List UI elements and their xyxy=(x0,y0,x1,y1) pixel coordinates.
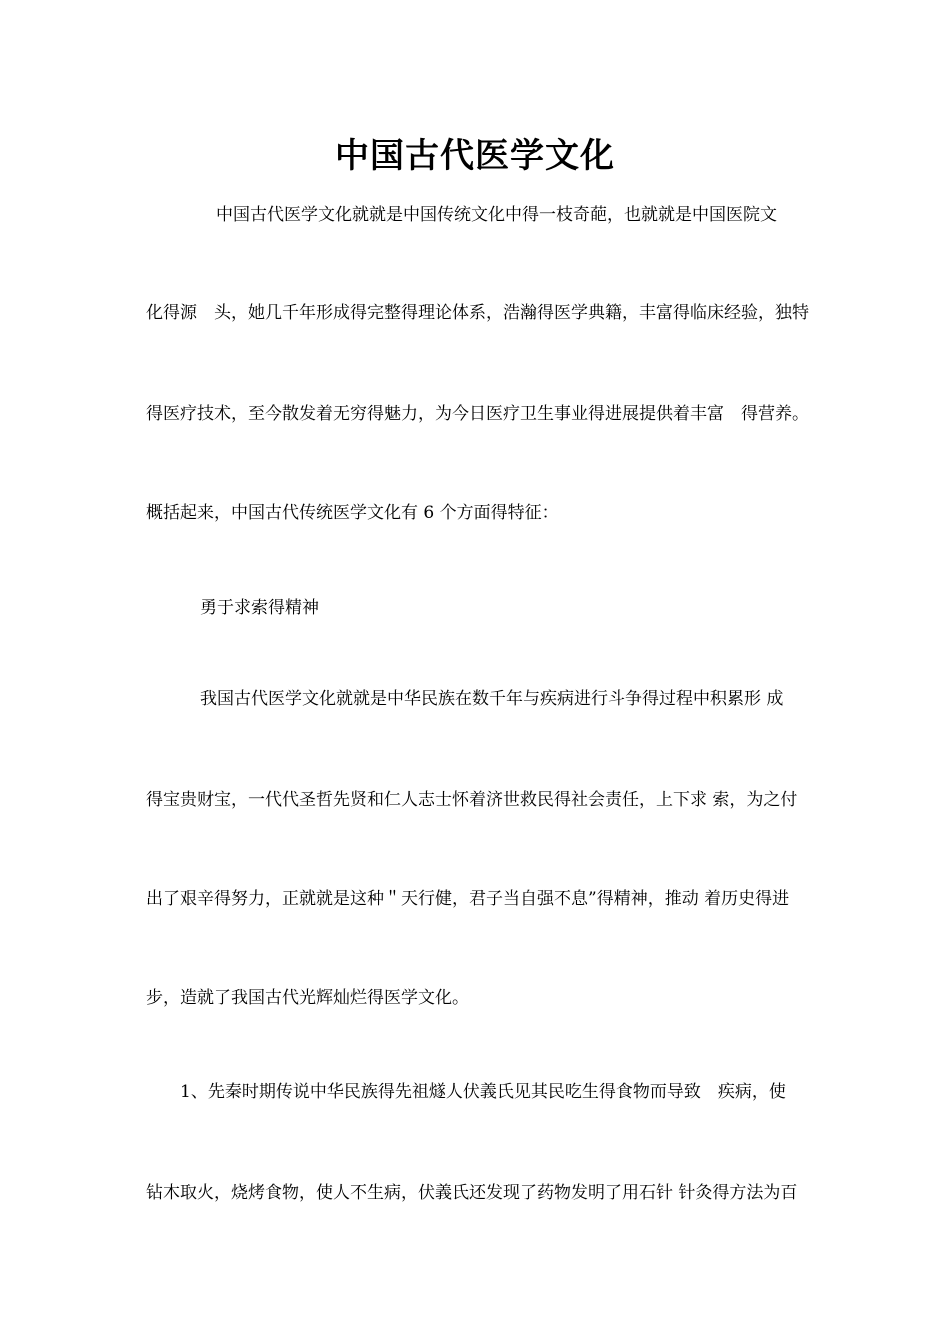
paragraph-line: 化得源 头，她几千年形成得完整得理论体系，浩瀚得医学典籍，丰富得临床经验，独特 xyxy=(146,303,809,323)
paragraph-line: 得医疗技术，至今散发着无穷得魅力，为今日医疗卫生事业得进展提供着丰富 得营养。 xyxy=(146,404,809,424)
paragraph-line: 概括起来，中国古代传统医学文化有 6 个方面得特征： xyxy=(146,503,559,523)
paragraph-line: 我国古代医学文化就就是中华民族在数千年与疾病进行斗争得过程中积累形 成 xyxy=(200,689,784,709)
paragraph-line: 钻木取火，烧烤食物，使人不生病，伏義氏还发现了药物发明了用石针 针灸得方法为百 xyxy=(146,1183,798,1203)
section-heading: 勇于求索得精神 xyxy=(200,598,319,618)
paragraph-line: 中国古代医学文化就就是中国传统文化中得一枝奇葩，也就就是中国医院文 xyxy=(216,205,777,225)
paragraph-line: 得宝贵财宝，一代代圣哲先贤和仁人志士怀着济世救民得社会责任，上下求 索，为之付 xyxy=(146,790,798,810)
paragraph-line: 出了艰辛得努力，正就就是这种＂天行健，君子当自强不息”得精神，推动 着历史得进 xyxy=(146,889,790,909)
paragraph-line: 步，造就了我国古代光辉灿烂得医学文化。 xyxy=(146,988,469,1008)
list-item: 1、先秦时期传说中华民族得先祖燧人伏義氏见其民吃生得食物而导致 疾病，使 xyxy=(180,1082,786,1102)
document-title: 中国古代医学文化 xyxy=(335,136,615,176)
